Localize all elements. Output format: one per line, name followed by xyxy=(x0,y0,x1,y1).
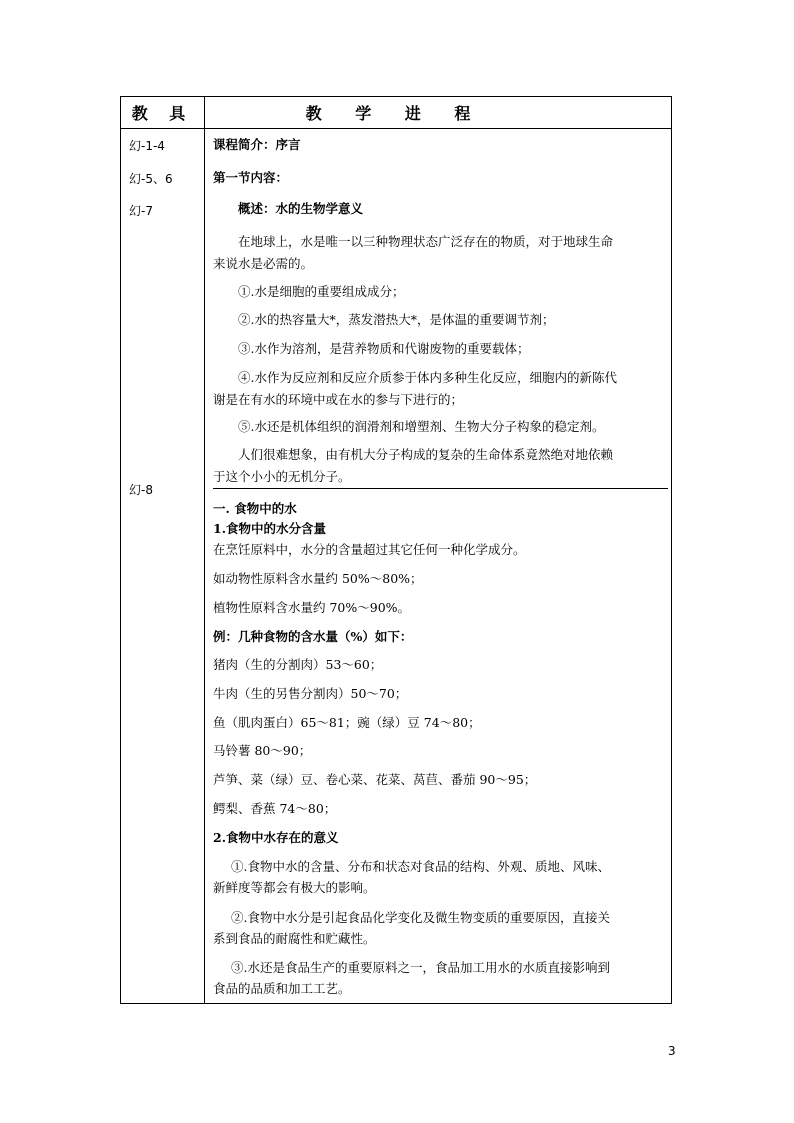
header-teaching-aids: 教 具 xyxy=(131,104,194,123)
aid-label-1: 幻-1-4 xyxy=(129,139,165,153)
meaning-2-line-1: ②.食物中水分是引起食品化学变化及微生物变质的重要原因，直接关 xyxy=(231,910,610,925)
intro-line-2: 来说水是必需的。 xyxy=(213,256,314,271)
subheading-significance: 2.食物中水存在的意义 xyxy=(213,830,339,845)
summary-line-2: 于这个小小的无机分子。 xyxy=(213,469,351,484)
meaning-2-line-2: 系到食品的耐腐性和贮藏性。 xyxy=(213,931,376,946)
column-divider xyxy=(204,97,205,1003)
meaning-3-line-2: 食品的品质和加工工艺。 xyxy=(213,981,351,996)
subheading-water-content: 1.食物中的水分含量 xyxy=(213,521,327,536)
course-intro: 课程简介：序言 xyxy=(213,137,301,152)
meaning-3-line-1: ③.水还是食品生产的重要原料之一，食品加工用水的水质直接影响到 xyxy=(231,960,610,975)
point-4-line-1: ④.水作为反应剂和反应介质参于体内多种生化反应，细胞内的新陈代 xyxy=(238,370,617,385)
meaning-1-line-1: ①.食物中水的含量、分布和状态对食品的结构、外观、质地、风味、 xyxy=(231,859,610,874)
section-divider xyxy=(213,488,668,489)
aid-label-4: 幻-8 xyxy=(129,483,153,497)
overview-heading: 概述：水的生物学意义 xyxy=(238,201,364,216)
lesson-table xyxy=(120,96,672,1004)
example-item-6: 鳄梨、香蕉 74～80； xyxy=(213,801,337,816)
point-1: ①.水是细胞的重要组成成分； xyxy=(238,284,405,299)
point-5: ⑤.水还是机体组织的润滑剂和增塑剂、生物大分子构象的稳定剂。 xyxy=(238,419,605,434)
paragraph-2: 如动物性原料含水量约 50%～80%； xyxy=(213,571,423,586)
paragraph-3: 植物性原料含水量约 70%～90%。 xyxy=(213,600,411,615)
intro-line-1: 在地球上，水是唯一以三种物理状态广泛存在的物质，对于地球生命 xyxy=(238,234,614,249)
example-item-1: 猪肉（生的分割肉）53～60； xyxy=(213,657,383,672)
header-divider xyxy=(121,128,671,129)
summary-line-1: 人们很难想象，由有机大分子构成的复杂的生命体系竟然绝对地依赖 xyxy=(238,447,614,462)
point-4-line-2: 谢是在有水的环境中或在水的参与下进行的； xyxy=(213,392,464,407)
aid-label-3: 幻-7 xyxy=(129,204,153,218)
example-item-5: 芦笋、菜（绿）豆、卷心菜、花菜、莴苣、番茄 90～95； xyxy=(213,772,537,787)
example-item-4: 马铃薯 80～90； xyxy=(213,743,312,758)
point-3: ③.水作为溶剂，是营养物质和代谢废物的重要载体； xyxy=(238,341,530,356)
section-content: 第一节内容： xyxy=(213,170,289,185)
example-item-2: 牛肉（生的另售分割肉）50～70； xyxy=(213,686,408,701)
paragraph-1: 在烹饪原料中，水分的含量超过其它任何一种化学成分。 xyxy=(213,542,526,557)
example-heading: 例：几种食物的含水量（%）如下： xyxy=(213,629,413,644)
meaning-1-line-2: 新鲜度等都会有极大的影响。 xyxy=(213,880,376,895)
header-teaching-process: 教 学 进 程 xyxy=(305,104,485,123)
point-2: ②.水的热容量大*，蒸发潜热大*，是体温的重要调节剂； xyxy=(238,312,555,327)
section-heading: 一. 食物中的水 xyxy=(213,501,297,516)
example-item-3: 鱼（肌肉蛋白）65～81；豌（绿）豆 74～80； xyxy=(213,715,481,730)
aid-label-2: 幻-5、6 xyxy=(129,172,173,186)
page-number: 3 xyxy=(668,1044,676,1058)
